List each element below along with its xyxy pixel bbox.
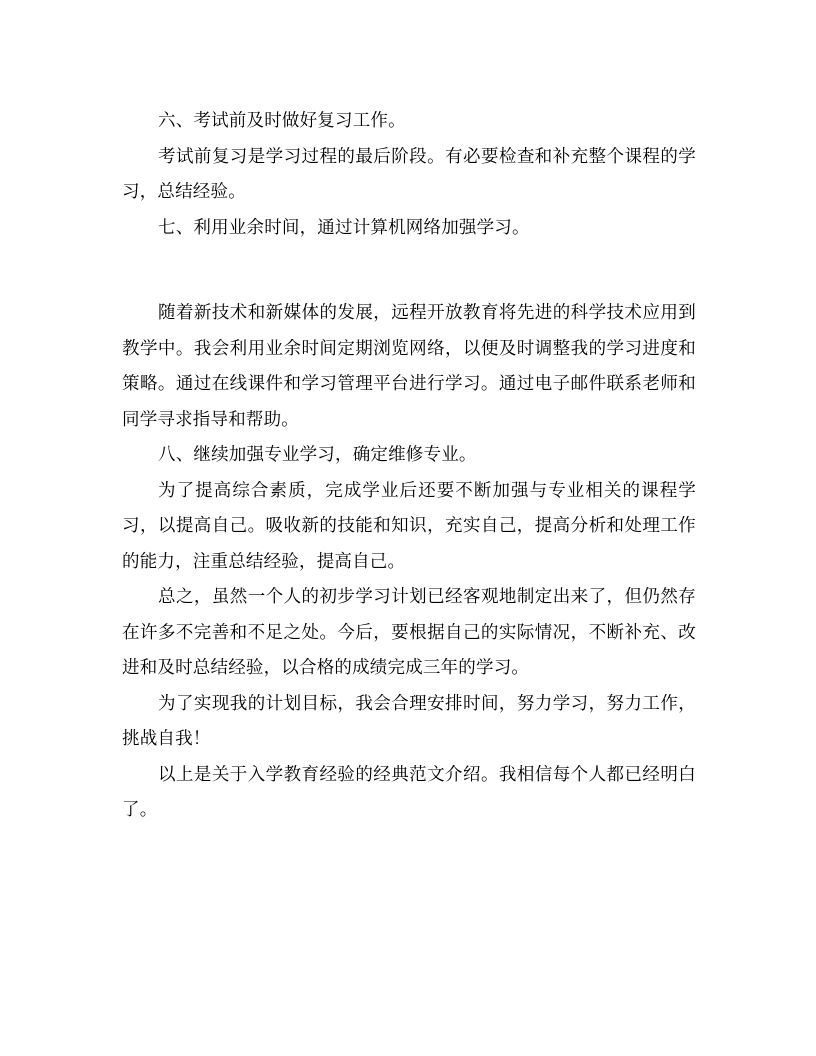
paragraph-review: 考试前复习是学习过程的最后阶段。有必要检查和补充整个课程的学习，总结经验。 bbox=[122, 146, 696, 202]
document-body bbox=[122, 104, 696, 829]
section-heading-8: 八、继续加强专业学习，确定维修专业。 bbox=[158, 445, 477, 465]
paragraph-professional-study: 为了提高综合素质，完成学业后还要不断加强与专业相关的课程学习，以提高自己。吸收新的技能和知识，充实自己，提高分析和处理工作的能力，注重总结经验，提高自己。 bbox=[122, 480, 696, 572]
section-heading-6: 六、考试前及时做好复习工作。 bbox=[158, 111, 406, 131]
section-heading-7: 七、利用业余时间，通过计算机网络加强学习。 bbox=[158, 217, 530, 238]
paragraph-summary: 总之，虽然一个人的初步学习计划已经客观地制定出来了，但仍然存在许多不完善和不足之处。今后，要根据自己的实际情况，不断补充、改进和及时总结经验，以合格的成绩完成三年的学习。 bbox=[122, 587, 696, 678]
paragraph-network-learning: 随着新技术和新媒体的发展，远程开放教育将先进的科学技术应用到教学中。我会利用业余时间定期浏览网络，以便及时调整我的学习进度和策略。通过在线课件和学习管理平台进行学习。通过电子邮件联系老师和同学寻求指导和帮助。 bbox=[122, 303, 696, 430]
paragraph-goal: 为了实现我的计划目标，我会合理安排时间，努力学习，努力工作，挑战自我！ bbox=[122, 693, 696, 749]
paragraph-closing: 以上是关于入学教育经验的经典范文介绍。我相信每个人都已经明白了。 bbox=[122, 764, 696, 820]
blank-gap bbox=[122, 246, 696, 296]
